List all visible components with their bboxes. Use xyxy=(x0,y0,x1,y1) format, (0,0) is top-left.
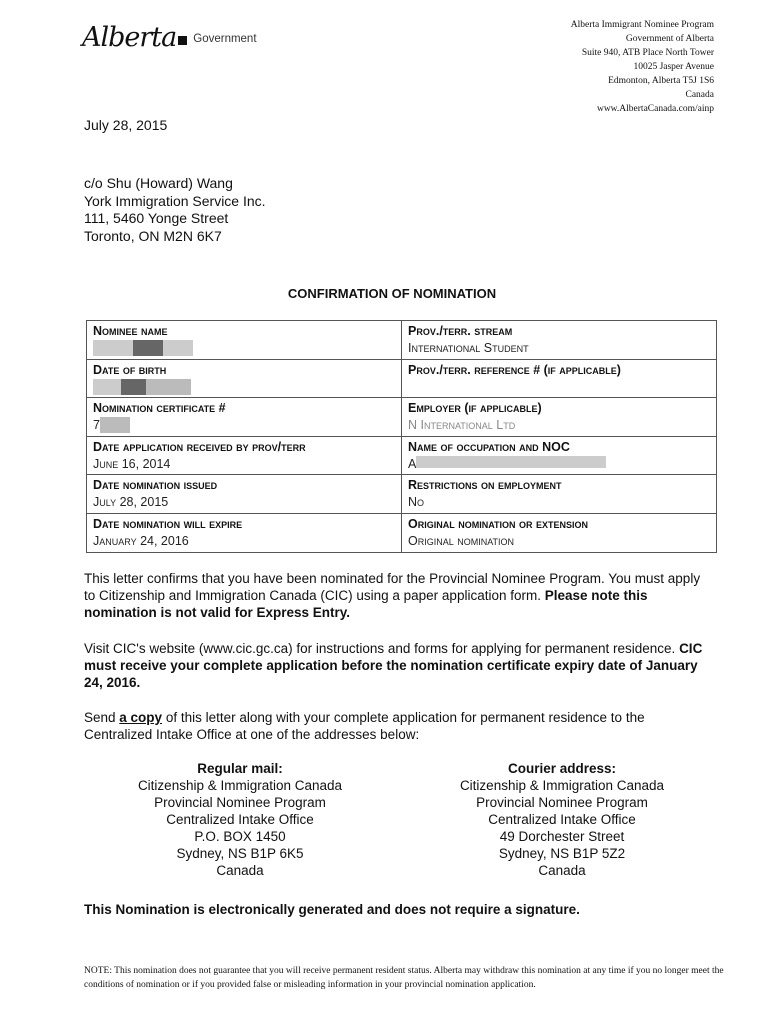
courier-address: Courier address: Citizenship & Immigration Canada Provincial Nominee Program Centralized Intake Office 49 Dorchester Street Sydney, NS B1P 5Z2 Canada xyxy=(459,761,665,878)
redaction xyxy=(163,340,193,356)
redaction xyxy=(100,417,130,433)
table-row xyxy=(87,359,717,398)
table-cell: Restrictions on employment No xyxy=(402,475,717,514)
alberta-government-logo: Alberta Government xyxy=(82,22,257,53)
document-title: CONFIRMATION OF NOMINATION xyxy=(287,286,497,301)
alberta-logo-mark-icon xyxy=(178,36,187,45)
table-cell: Nomination certificate # 7 xyxy=(87,398,402,437)
recipient-address: c/o Shu (Howard) Wang York Immigration Service Inc. 111, 5460 Yonge Street Toronto, ON M2N 6K7 xyxy=(84,175,266,244)
table-cell: Prov./terr. reference # (if applicable) xyxy=(402,359,717,398)
redaction xyxy=(93,379,121,395)
redaction xyxy=(146,379,191,395)
regular-mail-address: Regular mail: Citizenship & Immigration Canada Provincial Nominee Program Centralized Intake Office P.O. BOX 1450 Sydney, NS B1P 6K5 Canada xyxy=(137,761,343,878)
table-cell: Date nomination will expire January 24, 2016 xyxy=(87,513,402,552)
table-row xyxy=(87,398,717,437)
letter-date: July 28, 2015 xyxy=(84,117,168,133)
table-row xyxy=(87,436,717,475)
table-cell: Name of occupation and NOC A xyxy=(402,436,717,475)
paragraph-cic-website: Visit CIC's website (www.cic.gc.ca) for instructions and forms for applying for permanent residence. CIC must receive your complete application before the nomination certificate expiry date of January 24, 2016. xyxy=(84,641,703,690)
signature-note: This Nomination is electronically generated and does not require a signature. xyxy=(84,902,580,917)
nomination-details-table xyxy=(86,320,717,553)
table-row xyxy=(87,321,717,360)
redaction xyxy=(93,340,133,356)
table-cell: Date nomination issued July 28, 2015 xyxy=(87,475,402,514)
table-row xyxy=(87,513,717,552)
sender-address: Alberta Immigrant Nominee Program Government of Alberta Suite 940, ATB Place North Tower 10025 Jasper Avenue Edmonton, Alberta T5J 1S6 Canada www.AlbertaCanada.com/ainp xyxy=(570,20,714,114)
table-cell: Employer (if applicable) N International Ltd xyxy=(402,398,717,437)
table-cell: Nominee name xyxy=(87,321,402,360)
table-cell: Date application received by prov/terr June 16, 2014 xyxy=(87,436,402,475)
redaction xyxy=(121,379,146,395)
footnote: NOTE: This nomination does not guarantee that you will receive permanent resident status. Alberta may withdraw this nomination at any time if you no longer meet the conditions of nomination or if you provided false or misleading information in your provincial nomination application. xyxy=(84,966,724,990)
table-row xyxy=(87,475,717,514)
paragraph-send-copy: Send a copy of this letter along with your complete application for permanent residence to the Centralized Intake Office at one of the addresses below: xyxy=(84,710,645,742)
table-cell: Original nomination or extension Original nomination xyxy=(402,513,717,552)
redaction xyxy=(133,340,163,356)
paragraph-confirmation: This letter confirms that you have been nominated for the Provincial Nominee Program. You must apply to Citizenship and Immigration Canada (CIC) using a paper application form. Please note this nomination is not valid for Express Entry. xyxy=(84,571,701,620)
redaction xyxy=(416,456,606,468)
table-cell: Prov./terr. stream International Student xyxy=(402,321,717,360)
table-cell: Date of birth xyxy=(87,359,402,398)
